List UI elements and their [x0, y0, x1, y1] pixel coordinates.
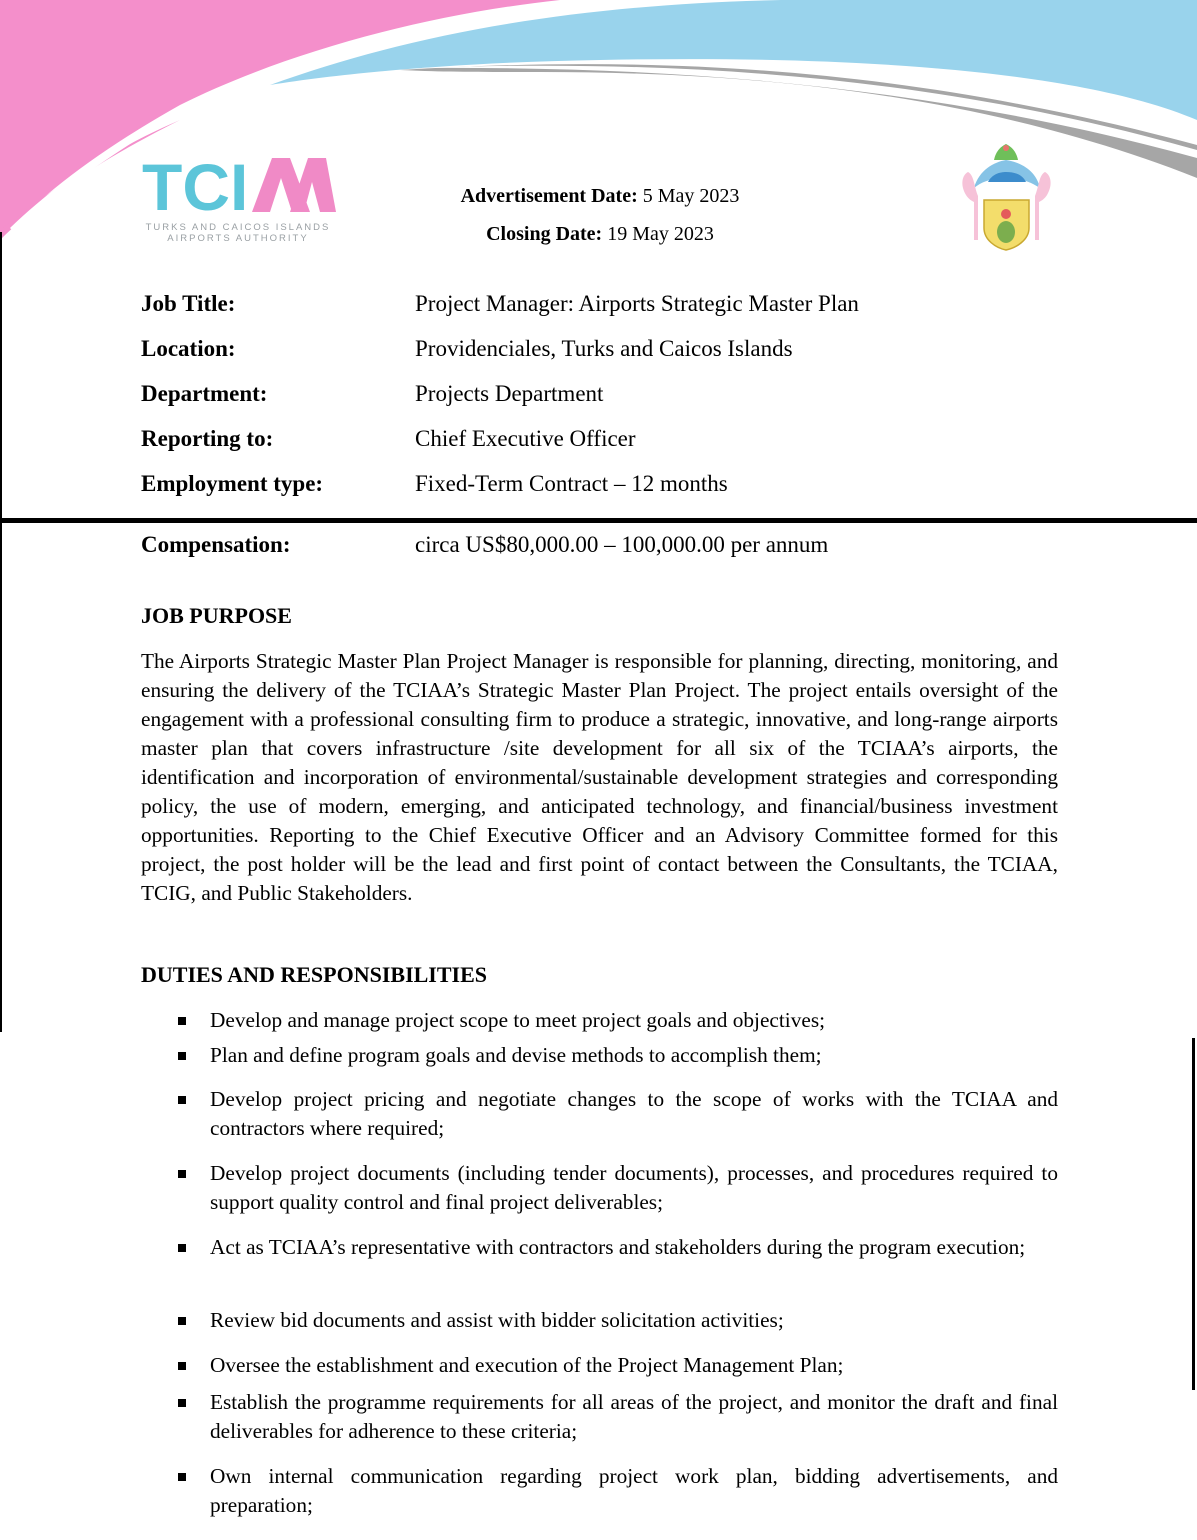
logo-subtitle — [138, 222, 338, 244]
bullet-icon — [178, 1244, 186, 1252]
duty-item — [176, 1388, 1058, 1446]
advertisement-date-label: Advertisement Date: — [460, 185, 638, 207]
location-label: Location: — [141, 336, 236, 361]
closing-date — [420, 221, 780, 259]
duty-item-text: Develop project documents (including tender documents), processes, and procedures required to support quality control and final project deliverables; — [210, 1161, 1058, 1214]
logo-tci-letters: TCI — [142, 150, 249, 224]
duty-item-text: Own internal communication regarding project work plan, bidding advertisements, and preparation; — [210, 1464, 1058, 1517]
employment-type-label: Employment type: — [141, 471, 324, 496]
department-value: Projects Department — [415, 381, 604, 406]
left-border-line — [0, 232, 2, 1032]
bullet-icon — [178, 1473, 186, 1481]
duties-heading: DUTIES AND RESPONSIBILITIES — [141, 962, 488, 987]
duty-item — [176, 1233, 1058, 1262]
job-purpose-heading: JOB PURPOSE — [141, 603, 292, 628]
logo-subtitle-line2: AIRPORTS AUTHORITY — [167, 233, 309, 244]
department-label: Department: — [141, 381, 268, 406]
bullet-icon — [178, 1399, 186, 1407]
bullet-icon — [178, 1017, 186, 1025]
bullet-icon — [178, 1052, 186, 1060]
section-divider — [0, 518, 1197, 523]
bullet-icon — [178, 1362, 186, 1370]
job-title-value: Project Manager: Airports Strategic Master Plan — [415, 291, 859, 316]
duty-item — [176, 1159, 1058, 1217]
closing-date-value: 19 May 2023 — [607, 223, 714, 245]
right-border-line — [1192, 1038, 1195, 1390]
advertisement-date — [420, 183, 780, 221]
logo-subtitle-line1: TURKS AND CAICOS ISLANDS — [145, 222, 331, 233]
duty-item-text: Oversee the establishment and execution of the Project Management Plan; — [210, 1353, 844, 1377]
duty-item — [176, 1041, 1058, 1070]
duty-item-text: Act as TCIAA’s representative with contractors and stakeholders during the program execution; — [210, 1235, 1026, 1259]
logo-flamingo-a — [252, 158, 336, 212]
reporting-to-value: Chief Executive Officer — [415, 426, 636, 451]
duty-item — [176, 1306, 1058, 1335]
duty-item-text: Establish the programme requirements for all areas of the project, and monitor the draft and final deliverables for adherence to these criteria; — [210, 1390, 1058, 1443]
duty-item — [176, 1462, 1058, 1520]
job-purpose-text: The Airports Strategic Master Plan Project Manager is responsible for planning, directing, monitoring, and ensuring the delivery of the TCIAA’s Strategic Master Plan Project. The project entails oversight of the engagement with a professional consulting firm to produce a strategic, innovative, and long-range airports master plan that covers infrastructure /site development for all six of the TCIAA’s airports, the identification and incorporation of environmental/sustainable development strategies and corresponding policy, the use of modern, emerging, and anticipated technology, and financial/business investment opportunities. Reporting to the Chief Executive Officer and an Advisory Committee formed for this project, the post holder will be the lead and first point of contact between the Consultants, the TCIAA, TCIG, and Public Stakeholders. — [141, 649, 1058, 905]
duty-item-text: Review bid documents and assist with bidder solicitation activities; — [210, 1308, 784, 1332]
closing-date-label: Closing Date: — [486, 223, 603, 245]
employment-type-value: Fixed-Term Contract – 12 months — [415, 471, 728, 496]
duty-item-text: Plan and define program goals and devise methods to accomplish them; — [210, 1043, 822, 1067]
location-value: Providenciales, Turks and Caicos Islands — [415, 336, 793, 361]
advertisement-date-value: 5 May 2023 — [642, 185, 740, 207]
bullet-icon — [178, 1170, 186, 1178]
compensation-label: Compensation: — [141, 532, 291, 557]
duty-item-text: Develop project pricing and negotiate changes to the scope of works with the TCIAA and contractors where required; — [210, 1087, 1058, 1140]
compensation-value: circa US$80,000.00 – 100,000.00 per annum — [415, 532, 829, 557]
bullet-icon — [178, 1317, 186, 1325]
duty-item — [176, 1085, 1058, 1143]
coat-of-arms-icon — [944, 140, 1069, 255]
duty-item — [176, 1351, 1058, 1380]
duty-item-text: Develop and manage project scope to meet project goals and objectives; — [210, 1008, 826, 1032]
bullet-icon — [178, 1096, 186, 1104]
dates-block — [420, 183, 780, 259]
duty-item — [176, 1006, 1058, 1035]
reporting-to-label: Reporting to: — [141, 426, 274, 451]
job-title-label: Job Title: — [141, 291, 236, 316]
